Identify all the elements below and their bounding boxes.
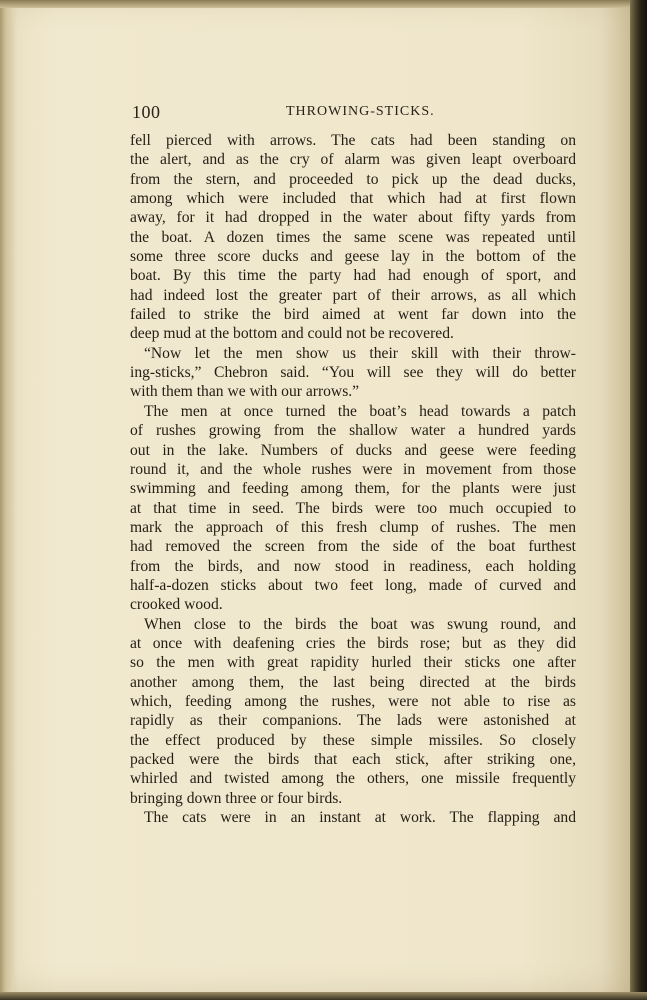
text-line: fell pierced with arrows. The cats had been standing on (130, 132, 576, 149)
text-line: boat. By this time the party had had enough of sport, and (130, 267, 576, 285)
text-line: the effect produced by these simple missiles. So closely (130, 731, 576, 749)
running-title: THROWING-STICKS. (286, 104, 435, 119)
page-number: 100 (132, 102, 161, 122)
text-line: some three score ducks and geese lay in the bottom of the (130, 248, 576, 266)
text-line: swimming and feeding among them, for the plants were just (130, 480, 576, 498)
text-line: crooked wood. (130, 596, 223, 614)
top-page-edge (0, 0, 647, 8)
text-line: round it, and the whole rushes were in movement from those (130, 460, 576, 478)
text-line: from the stern, and proceeded to pick up the dead ducks, (130, 170, 576, 188)
text-line: so the men with great rapidity hurled their sticks one after (130, 654, 576, 672)
text-line: the boat. A dozen times the same scene was repeated until (130, 228, 576, 246)
text-line: from the birds, and now stood in readiness, each holding (130, 557, 576, 575)
text-line: bringing down three or four birds. (130, 789, 343, 807)
text-line: among which were included that which had at first flown (130, 190, 576, 208)
book-spine-edge (0, 0, 14, 1000)
text-line: out in the lake. Numbers of ducks and geese were feeding (130, 441, 576, 459)
text-line: mark the approach of this fresh clump of rushes. The men (130, 518, 576, 536)
text-line: had removed the screen from the side of the boat furthest (130, 538, 576, 556)
text-line: of rushes growing from the shallow water a hundred yards (130, 422, 576, 440)
text-line: had indeed lost the greater part of their arrows, as all which (130, 286, 576, 304)
bottom-page-edge (0, 992, 647, 1000)
text-line: The cats were in an instant at work. The flapping and (144, 809, 576, 827)
text-line: rapidly as their companions. The lads were astonished at (130, 712, 576, 730)
text-line: packed were the birds that each stick, after striking one, (130, 751, 576, 768)
text-line: failed to strike the bird aimed at went far down into the (130, 306, 576, 324)
right-page-edge (630, 0, 647, 1000)
text-line: the alert, and as the cry of alarm was given leapt overboard (130, 151, 576, 169)
text-line: “Now let the men show us their skill with their throw- (144, 344, 576, 362)
text-line: deep mud at the bottom and could not be recovered. (130, 325, 454, 343)
text-line: at that time in seed. The birds were too much occupied to (130, 499, 576, 517)
text-line: ing-sticks,” Chebron said. “You will see they will do better (130, 364, 576, 382)
text-line: away, for it had dropped in the water about fifty yards from (130, 209, 576, 227)
text-line: When close to the birds the boat was swung round, and (144, 615, 576, 633)
text-line: whirled and twisted among the others, one missile frequently (130, 770, 576, 788)
text-line: at once with deafening cries the birds rose; but as they did (130, 634, 576, 652)
text-line: half-a-dozen sticks about two feet long, made of curved and (130, 576, 576, 594)
text-line: another among them, the last being directed at the birds (130, 673, 576, 691)
running-head (132, 102, 576, 124)
text-line: which, feeding among the rushes, were not able to rise as (130, 692, 576, 710)
text-line: The men at once turned the boat’s head towards a patch (144, 402, 576, 420)
text-line: with them than we with our arrows.” (130, 383, 360, 401)
body-text (130, 131, 576, 827)
